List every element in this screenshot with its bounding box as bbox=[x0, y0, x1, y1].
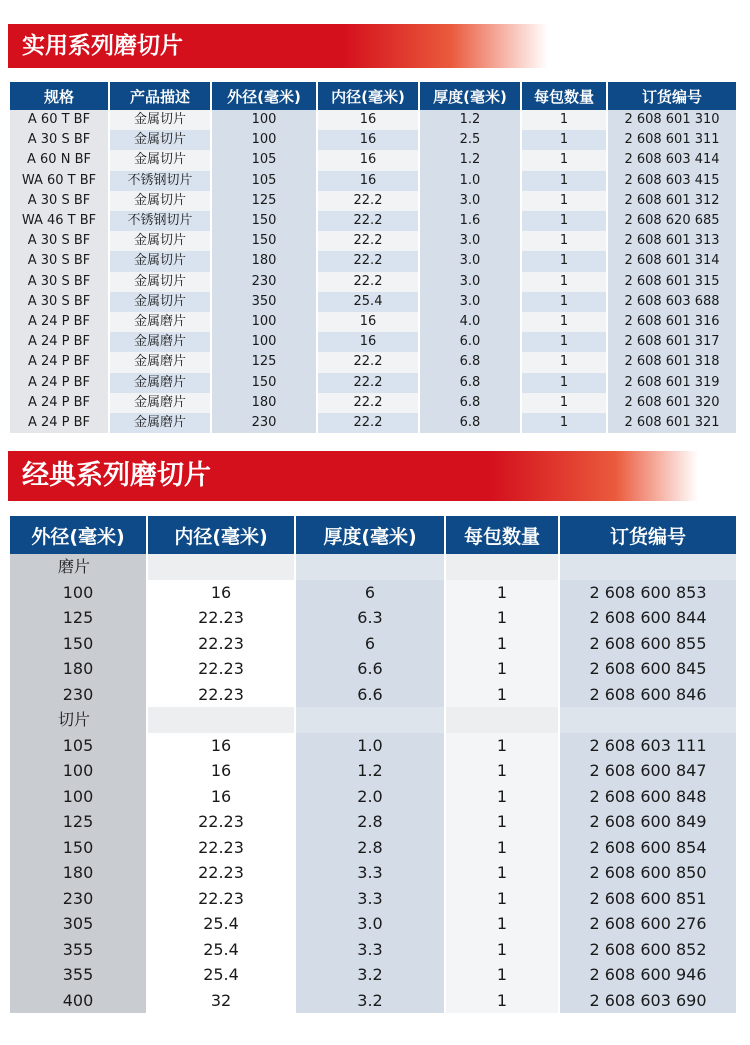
table-cell: 22.2 bbox=[318, 373, 418, 393]
column-header: 订货编号 bbox=[560, 516, 736, 554]
table-cell: 230 bbox=[10, 886, 146, 912]
table-cell: 25.4 bbox=[318, 292, 418, 312]
table-cell: 2 608 600 851 bbox=[560, 886, 736, 912]
table-cell: 1 bbox=[522, 393, 606, 413]
table-cell: 金属磨片 bbox=[110, 352, 210, 372]
table-cell: 2 608 601 316 bbox=[608, 312, 736, 332]
table-cell: 3.3 bbox=[296, 860, 444, 886]
table-cell: 2.8 bbox=[296, 835, 444, 861]
table-cell: 22.2 bbox=[318, 352, 418, 372]
table-cell: 16 bbox=[318, 332, 418, 352]
table-row bbox=[10, 860, 736, 886]
table-cell: 22.23 bbox=[148, 656, 294, 682]
table-cell: 3.0 bbox=[296, 911, 444, 937]
table-row bbox=[10, 231, 736, 251]
table-row bbox=[10, 988, 736, 1014]
table-cell: 180 bbox=[212, 393, 316, 413]
table-row bbox=[10, 886, 736, 912]
table-header-row bbox=[10, 516, 736, 554]
table-cell: 22.2 bbox=[318, 272, 418, 292]
table-cell: 3.3 bbox=[296, 937, 444, 963]
table-cell: 2 608 601 314 bbox=[608, 251, 736, 271]
table-cell: A 30 S BF bbox=[10, 292, 108, 312]
table-cell: 2 608 601 310 bbox=[608, 110, 736, 130]
table-header-row bbox=[10, 82, 736, 110]
table-cell: 1 bbox=[522, 110, 606, 130]
table-cell: 22.23 bbox=[148, 860, 294, 886]
empty-cell bbox=[296, 554, 444, 580]
table-cell: 1 bbox=[522, 272, 606, 292]
table-cell: 1 bbox=[446, 835, 558, 861]
table-cell: 180 bbox=[10, 860, 146, 886]
table-cell: 2 608 601 321 bbox=[608, 413, 736, 433]
table-cell: WA 60 T BF bbox=[10, 171, 108, 191]
table-row bbox=[10, 962, 736, 988]
table-cell: 25.4 bbox=[148, 937, 294, 963]
table-cell: 金属磨片 bbox=[110, 393, 210, 413]
table-cell: 125 bbox=[10, 809, 146, 835]
table-cell: 1 bbox=[522, 130, 606, 150]
column-header: 每包数量 bbox=[446, 516, 558, 554]
table-cell: 6.8 bbox=[420, 373, 520, 393]
table-cell: 1.6 bbox=[420, 211, 520, 231]
table-cell: 6.8 bbox=[420, 352, 520, 372]
table-cell: 1 bbox=[446, 682, 558, 708]
empty-cell bbox=[560, 707, 736, 733]
table-cell: 180 bbox=[10, 656, 146, 682]
table-cell: 1 bbox=[446, 631, 558, 657]
table-cell: 1.2 bbox=[296, 758, 444, 784]
table-cell: 1 bbox=[446, 886, 558, 912]
table-cell: 3.0 bbox=[420, 231, 520, 251]
table-cell: 1 bbox=[446, 784, 558, 810]
table-cell: A 24 P BF bbox=[10, 393, 108, 413]
table-cell: 2 608 601 319 bbox=[608, 373, 736, 393]
table-cell: 32 bbox=[148, 988, 294, 1014]
table-cell: 1 bbox=[446, 656, 558, 682]
table-row bbox=[10, 937, 736, 963]
table-cell: 金属切片 bbox=[110, 150, 210, 170]
table-cell: 金属切片 bbox=[110, 251, 210, 271]
table-cell: 180 bbox=[212, 251, 316, 271]
table-cell: 1 bbox=[522, 312, 606, 332]
column-header: 厚度(毫米) bbox=[420, 82, 520, 110]
table-cell: 金属磨片 bbox=[110, 373, 210, 393]
table-cell: 1 bbox=[522, 150, 606, 170]
table-cell: 1 bbox=[522, 332, 606, 352]
table-cell: 金属磨片 bbox=[110, 332, 210, 352]
table-row bbox=[10, 835, 736, 861]
table-cell: 1.2 bbox=[420, 110, 520, 130]
table-cell: 1 bbox=[522, 191, 606, 211]
empty-cell bbox=[148, 554, 294, 580]
table-row bbox=[10, 171, 736, 191]
table-cell: 2 608 603 690 bbox=[560, 988, 736, 1014]
group-label-row bbox=[10, 554, 736, 580]
table-cell: 2 608 601 312 bbox=[608, 191, 736, 211]
table-cell: A 30 S BF bbox=[10, 130, 108, 150]
table-cell: 2 608 601 318 bbox=[608, 352, 736, 372]
table-cell: 400 bbox=[10, 988, 146, 1014]
table-cell: 1 bbox=[446, 988, 558, 1014]
table-row bbox=[10, 911, 736, 937]
table-row bbox=[10, 130, 736, 150]
table-cell: A 24 P BF bbox=[10, 312, 108, 332]
table-cell: 2 608 600 855 bbox=[560, 631, 736, 657]
table-cell: 6 bbox=[296, 631, 444, 657]
table-cell: 2 608 600 852 bbox=[560, 937, 736, 963]
table-cell: 2 608 600 846 bbox=[560, 682, 736, 708]
table-cell: 3.0 bbox=[420, 251, 520, 271]
column-header: 内径(毫米) bbox=[148, 516, 294, 554]
table-cell: A 30 S BF bbox=[10, 231, 108, 251]
section-title-practical: 实用系列磨切片 bbox=[8, 24, 548, 68]
table-cell: 2 608 603 688 bbox=[608, 292, 736, 312]
table-cell: 3.0 bbox=[420, 191, 520, 211]
table-cell: 1.2 bbox=[420, 150, 520, 170]
table-row bbox=[10, 332, 736, 352]
table-row bbox=[10, 631, 736, 657]
group-label: 切片 bbox=[10, 707, 146, 733]
table-cell: 100 bbox=[10, 784, 146, 810]
table-cell: 6.8 bbox=[420, 413, 520, 433]
table-cell: 6.3 bbox=[296, 605, 444, 631]
table-cell: 2.8 bbox=[296, 809, 444, 835]
table-cell: 2 608 600 847 bbox=[560, 758, 736, 784]
table-cell: 6 bbox=[296, 580, 444, 606]
table-cell: 2 608 600 844 bbox=[560, 605, 736, 631]
table-cell: 100 bbox=[212, 312, 316, 332]
table-cell: 22.2 bbox=[318, 251, 418, 271]
table-cell: 3.2 bbox=[296, 988, 444, 1014]
table-row bbox=[10, 656, 736, 682]
table-cell: 305 bbox=[10, 911, 146, 937]
table-row bbox=[10, 413, 736, 433]
table-cell: 16 bbox=[148, 733, 294, 759]
table-cell: 355 bbox=[10, 962, 146, 988]
column-header: 每包数量 bbox=[522, 82, 606, 110]
table-cell: 16 bbox=[318, 171, 418, 191]
table-cell: 2 608 603 111 bbox=[560, 733, 736, 759]
table-row bbox=[10, 110, 736, 130]
table-cell: 25.4 bbox=[148, 911, 294, 937]
table-row bbox=[10, 150, 736, 170]
table-cell: 金属切片 bbox=[110, 272, 210, 292]
table-cell: 3.3 bbox=[296, 886, 444, 912]
table-cell: 4.0 bbox=[420, 312, 520, 332]
table-cell: 金属切片 bbox=[110, 110, 210, 130]
table-cell: 2 608 601 315 bbox=[608, 272, 736, 292]
table-cell: 1 bbox=[446, 911, 558, 937]
empty-cell bbox=[446, 707, 558, 733]
column-header: 外径(毫米) bbox=[10, 516, 146, 554]
table-cell: 2 608 600 848 bbox=[560, 784, 736, 810]
table-cell: 金属磨片 bbox=[110, 413, 210, 433]
table-cell: 2 608 601 313 bbox=[608, 231, 736, 251]
table-cell: 不锈钢切片 bbox=[110, 171, 210, 191]
table-cell: A 24 P BF bbox=[10, 332, 108, 352]
table-cell: 150 bbox=[10, 631, 146, 657]
table-cell: 230 bbox=[212, 413, 316, 433]
table-cell: 1 bbox=[522, 171, 606, 191]
table-cell: 100 bbox=[10, 580, 146, 606]
table-cell: 1 bbox=[446, 733, 558, 759]
table-cell: 2 608 620 685 bbox=[608, 211, 736, 231]
table-cell: A 24 P BF bbox=[10, 373, 108, 393]
table-cell: 22.2 bbox=[318, 413, 418, 433]
empty-cell bbox=[560, 554, 736, 580]
column-header: 内径(毫米) bbox=[318, 82, 418, 110]
table-cell: 150 bbox=[212, 231, 316, 251]
table-cell: 2 608 600 853 bbox=[560, 580, 736, 606]
table-cell: WA 46 T BF bbox=[10, 211, 108, 231]
table-cell: 125 bbox=[212, 352, 316, 372]
table-cell: 355 bbox=[10, 937, 146, 963]
table-cell: 22.23 bbox=[148, 605, 294, 631]
table-cell: 125 bbox=[10, 605, 146, 631]
table-cell: 105 bbox=[212, 171, 316, 191]
table-row bbox=[10, 251, 736, 271]
table-cell: 16 bbox=[148, 784, 294, 810]
column-header: 订货编号 bbox=[608, 82, 736, 110]
table-cell: 22.2 bbox=[318, 211, 418, 231]
table-cell: 2 608 600 850 bbox=[560, 860, 736, 886]
table-cell: 1 bbox=[446, 758, 558, 784]
table-cell: 150 bbox=[10, 835, 146, 861]
practical-series-table bbox=[8, 82, 738, 433]
table-cell: 105 bbox=[212, 150, 316, 170]
table-cell: 1 bbox=[446, 605, 558, 631]
table-cell: 不锈钢切片 bbox=[110, 211, 210, 231]
table-row bbox=[10, 352, 736, 372]
table-cell: 2.5 bbox=[420, 130, 520, 150]
table-cell: 金属切片 bbox=[110, 130, 210, 150]
table-cell: 150 bbox=[212, 211, 316, 231]
column-header: 厚度(毫米) bbox=[296, 516, 444, 554]
classic-series-table bbox=[8, 516, 738, 1013]
table-cell: 16 bbox=[148, 758, 294, 784]
table-cell: A 24 P BF bbox=[10, 352, 108, 372]
group-label: 磨片 bbox=[10, 554, 146, 580]
table-cell: 16 bbox=[318, 150, 418, 170]
table-cell: 金属切片 bbox=[110, 191, 210, 211]
table-row bbox=[10, 605, 736, 631]
table-cell: 2 608 600 845 bbox=[560, 656, 736, 682]
table-cell: 1 bbox=[522, 373, 606, 393]
table-cell: 22.2 bbox=[318, 393, 418, 413]
table-row bbox=[10, 758, 736, 784]
table-cell: 1.0 bbox=[296, 733, 444, 759]
table-cell: A 30 S BF bbox=[10, 251, 108, 271]
table-cell: 1 bbox=[522, 211, 606, 231]
table-cell: A 30 S BF bbox=[10, 191, 108, 211]
table-cell: 1 bbox=[446, 580, 558, 606]
table-cell: 16 bbox=[318, 130, 418, 150]
table-cell: 105 bbox=[10, 733, 146, 759]
table-cell: 3.2 bbox=[296, 962, 444, 988]
table-cell: 2.0 bbox=[296, 784, 444, 810]
table-cell: 1 bbox=[522, 251, 606, 271]
table-cell: 金属磨片 bbox=[110, 312, 210, 332]
table-cell: 1 bbox=[446, 809, 558, 835]
table-row bbox=[10, 393, 736, 413]
table-cell: 金属切片 bbox=[110, 292, 210, 312]
table-cell: 350 bbox=[212, 292, 316, 312]
table-cell: 2 608 600 854 bbox=[560, 835, 736, 861]
table-cell: 2 608 603 415 bbox=[608, 171, 736, 191]
table-cell: 1 bbox=[446, 937, 558, 963]
table-cell: 金属切片 bbox=[110, 231, 210, 251]
table-cell: 25.4 bbox=[148, 962, 294, 988]
table-row bbox=[10, 809, 736, 835]
group-label-row bbox=[10, 707, 736, 733]
table-cell: 2 608 600 276 bbox=[560, 911, 736, 937]
table-row bbox=[10, 211, 736, 231]
table-cell: A 30 S BF bbox=[10, 272, 108, 292]
table-cell: 2 608 603 414 bbox=[608, 150, 736, 170]
table-row bbox=[10, 312, 736, 332]
table-cell: 16 bbox=[148, 580, 294, 606]
table-row bbox=[10, 191, 736, 211]
table-cell: A 60 N BF bbox=[10, 150, 108, 170]
table-row bbox=[10, 682, 736, 708]
table-cell: A 60 T BF bbox=[10, 110, 108, 130]
table-cell: 1 bbox=[446, 962, 558, 988]
section-title-classic: 经典系列磨切片 bbox=[8, 451, 698, 501]
table-cell: 22.23 bbox=[148, 809, 294, 835]
table-cell: 1 bbox=[522, 292, 606, 312]
table-cell: 1 bbox=[522, 352, 606, 372]
table-cell: 22.23 bbox=[148, 682, 294, 708]
table-cell: 100 bbox=[212, 332, 316, 352]
table-cell: 22.23 bbox=[148, 886, 294, 912]
table-cell: 6.6 bbox=[296, 682, 444, 708]
table-row bbox=[10, 733, 736, 759]
empty-cell bbox=[296, 707, 444, 733]
table-row bbox=[10, 784, 736, 810]
table-cell: 2 608 600 849 bbox=[560, 809, 736, 835]
table-row bbox=[10, 580, 736, 606]
table-cell: 1.0 bbox=[420, 171, 520, 191]
table-cell: 2 608 601 317 bbox=[608, 332, 736, 352]
table-row bbox=[10, 272, 736, 292]
column-header: 规格 bbox=[10, 82, 108, 110]
column-header: 外径(毫米) bbox=[212, 82, 316, 110]
table-cell: 1 bbox=[522, 413, 606, 433]
table-cell: 6.0 bbox=[420, 332, 520, 352]
table-cell: 6.8 bbox=[420, 393, 520, 413]
table-cell: 22.23 bbox=[148, 631, 294, 657]
table-row bbox=[10, 373, 736, 393]
empty-cell bbox=[446, 554, 558, 580]
table-cell: 1 bbox=[522, 231, 606, 251]
table-cell: 3.0 bbox=[420, 272, 520, 292]
table-row bbox=[10, 292, 736, 312]
table-cell: 125 bbox=[212, 191, 316, 211]
table-cell: 230 bbox=[10, 682, 146, 708]
table-cell: 2 608 601 320 bbox=[608, 393, 736, 413]
table-cell: A 24 P BF bbox=[10, 413, 108, 433]
table-cell: 150 bbox=[212, 373, 316, 393]
table-cell: 22.2 bbox=[318, 191, 418, 211]
table-cell: 2 608 601 311 bbox=[608, 130, 736, 150]
table-cell: 6.6 bbox=[296, 656, 444, 682]
table-cell: 100 bbox=[212, 130, 316, 150]
table-cell: 100 bbox=[212, 110, 316, 130]
table-cell: 22.23 bbox=[148, 835, 294, 861]
table-cell: 22.2 bbox=[318, 231, 418, 251]
table-cell: 230 bbox=[212, 272, 316, 292]
table-cell: 16 bbox=[318, 110, 418, 130]
table-cell: 2 608 600 946 bbox=[560, 962, 736, 988]
table-cell: 100 bbox=[10, 758, 146, 784]
table-cell: 1 bbox=[446, 860, 558, 886]
table-cell: 3.0 bbox=[420, 292, 520, 312]
table-cell: 16 bbox=[318, 312, 418, 332]
empty-cell bbox=[148, 707, 294, 733]
column-header: 产品描述 bbox=[110, 82, 210, 110]
